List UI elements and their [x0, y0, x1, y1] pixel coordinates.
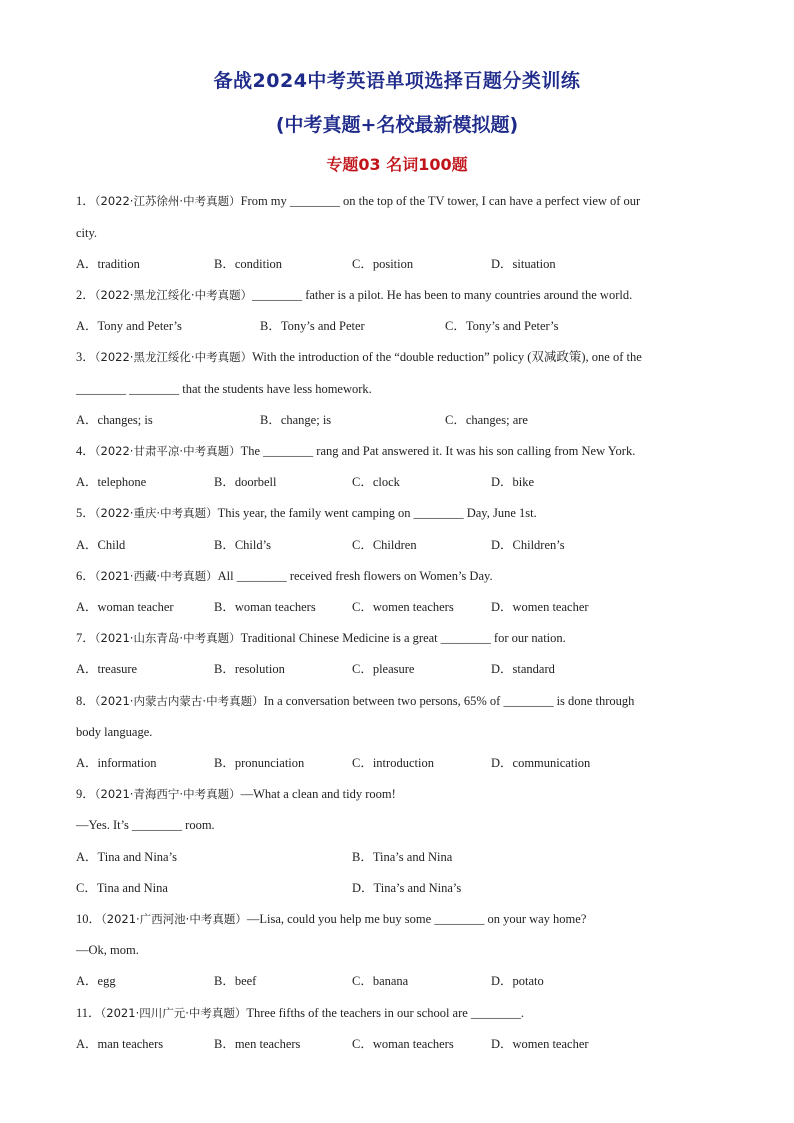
- question-5-stem: 5．（2022·重庆·中考真题）This year, the family went camping on ________ Day, June 1st.: [76, 506, 537, 520]
- q8-option-b[interactable]: B．pronunciation: [214, 756, 305, 770]
- q7-option-a[interactable]: A．treasure: [76, 662, 138, 676]
- q6-option-b[interactable]: B．woman teachers: [214, 600, 316, 614]
- q10-option-b[interactable]: B．beef: [214, 974, 257, 988]
- q9-option-c[interactable]: C．Tina and Nina: [76, 881, 168, 895]
- q1-option-a[interactable]: A．tradition: [76, 257, 140, 271]
- q4-option-b[interactable]: B．doorbell: [214, 475, 277, 489]
- q3-option-a[interactable]: A．changes; is: [76, 413, 153, 427]
- question-10-stem: 10．（2021·广西河池·中考真题）—Lisa, could you help me buy some ________ on your way home?: [76, 912, 587, 926]
- q4-option-d[interactable]: D．bike: [491, 475, 535, 489]
- question-8-stem-cont: body language.: [76, 725, 153, 739]
- q9-option-b[interactable]: B．Tina’s and Nina: [352, 850, 453, 864]
- question-1-stem: 1．（2022·江苏徐州·中考真题）From my ________ on the top of the TV tower, I can have a perfect view of our: [76, 194, 641, 208]
- q11-option-c[interactable]: C．woman teachers: [352, 1037, 454, 1051]
- q11-option-a[interactable]: A．man teachers: [76, 1037, 164, 1051]
- q10-option-c[interactable]: C．banana: [352, 974, 409, 988]
- q5-option-c[interactable]: C．Children: [352, 538, 417, 552]
- q7-option-d[interactable]: D．standard: [491, 662, 555, 676]
- q9-option-a[interactable]: A．Tina and Nina’s: [76, 850, 177, 864]
- q5-option-a[interactable]: A．Child: [76, 538, 126, 552]
- q3-option-b[interactable]: B．change; is: [260, 413, 332, 427]
- q1-option-b[interactable]: B．condition: [214, 257, 283, 271]
- question-10-stem-cont: —Ok, mom.: [76, 943, 139, 957]
- q5-option-d[interactable]: D．Children’s: [491, 538, 565, 552]
- q2-option-c[interactable]: C．Tony’s and Peter’s: [445, 319, 559, 333]
- q10-option-d[interactable]: D．potato: [491, 974, 544, 988]
- q7-option-b[interactable]: B．resolution: [214, 662, 285, 676]
- q5-option-b[interactable]: B．Child’s: [214, 538, 271, 552]
- question-11-stem: 11．（2021·四川广元·中考真题）Three fifths of the teachers in our school are ________.: [76, 1006, 525, 1020]
- q8-option-a[interactable]: A．information: [76, 756, 157, 770]
- question-3-stem: 3．（2022·黑龙江绥化·中考真题）With the introduction of the “double reduction” policy (双减政策), one of the: [76, 350, 642, 364]
- q2-option-b[interactable]: B．Tony’s and Peter: [260, 319, 365, 333]
- question-6-stem: 6．（2021·西藏·中考真题）All ________ received fresh flowers on Women’s Day.: [76, 569, 493, 583]
- question-9-stem-cont: —Yes. It’s ________ room.: [76, 818, 215, 832]
- question-3-stem-cont: ________ ________ that the students have less homework.: [76, 382, 372, 396]
- q8-option-d[interactable]: D．communication: [491, 756, 591, 770]
- main-title: 备战2024中考英语单项选择百题分类训练: [213, 70, 581, 92]
- q7-option-c[interactable]: C．pleasure: [352, 662, 415, 676]
- q1-option-c[interactable]: C．position: [352, 257, 414, 271]
- q6-option-c[interactable]: C．women teachers: [352, 600, 454, 614]
- q8-option-c[interactable]: C．introduction: [352, 756, 434, 770]
- main-subtitle: (中考真题+名校最新模拟题): [275, 114, 519, 136]
- question-7-stem: 7．（2021·山东青岛·中考真题）Traditional Chinese Medicine is a great ________ for our nation.: [76, 631, 566, 645]
- question-1-stem-cont: city.: [76, 226, 98, 240]
- q4-option-a[interactable]: A．telephone: [76, 475, 147, 489]
- question-8-stem: 8．（2021·内蒙古内蒙古·中考真题）In a conversation between two persons, 65% of ________ is done through: [76, 694, 635, 708]
- question-9-stem: 9．（2021·青海西宁·中考真题）—What a clean and tidy room!: [76, 787, 396, 801]
- q9-option-d[interactable]: D．Tina’s and Nina’s: [352, 881, 462, 895]
- q11-option-b[interactable]: B．men teachers: [214, 1037, 301, 1051]
- q11-option-d[interactable]: D．women teacher: [491, 1037, 589, 1051]
- q10-option-a[interactable]: A．egg: [76, 974, 116, 988]
- question-2-stem: 2．（2022·黑龙江绥化·中考真题）________ father is a pilot. He has been to many countries around the world.: [76, 288, 633, 302]
- q1-option-d[interactable]: D．situation: [491, 257, 556, 271]
- question-4-stem: 4．（2022·甘肃平凉·中考真题）The ________ rang and Pat answered it. It was his son calling from New York.: [76, 444, 636, 458]
- q6-option-d[interactable]: D．women teacher: [491, 600, 589, 614]
- q4-option-c[interactable]: C．clock: [352, 475, 400, 489]
- q2-option-a[interactable]: A．Tony and Peter’s: [76, 319, 182, 333]
- q6-option-a[interactable]: A．woman teacher: [76, 600, 174, 614]
- topic-title: 专题03 名词100题: [326, 155, 468, 174]
- q3-option-c[interactable]: C．changes; are: [445, 413, 528, 427]
